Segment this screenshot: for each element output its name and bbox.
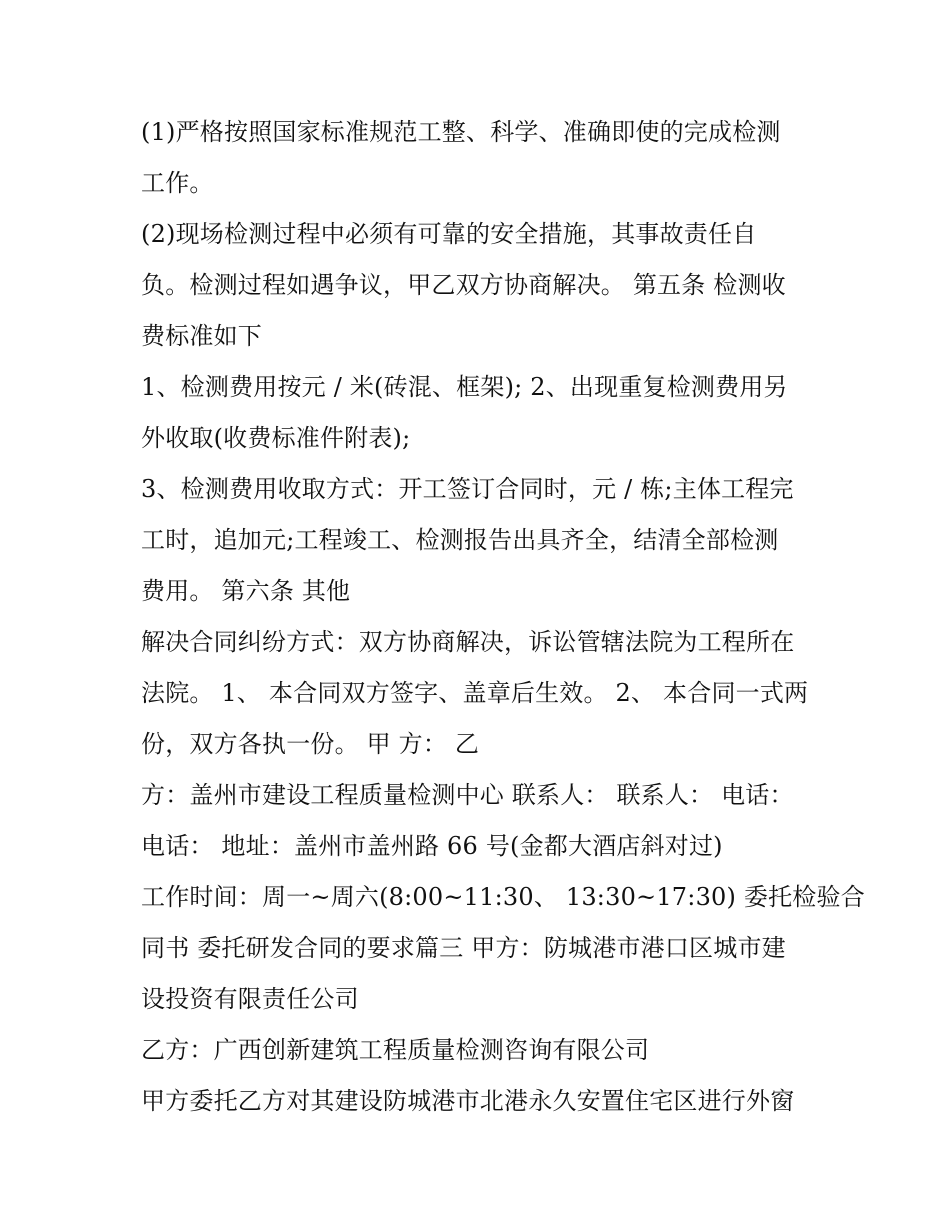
text-line: (1)严格按照国家标准规范工整、科学、准确即使的完成检测 xyxy=(141,118,781,146)
text-line: 工作时间：周一~周六(8:00~11:30、 13:30~17:30) 委托检验合 xyxy=(141,883,865,911)
text-line: 乙方：广西创新建筑工程质量检测咨询有限公司 xyxy=(141,1036,650,1064)
text-line: 外收取(收费标准件附表); xyxy=(141,424,411,452)
text-line: (2)现场检测过程中必须有可靠的安全措施，其事故责任自 xyxy=(141,220,757,248)
text-line: 甲方委托乙方对其建设防城港市北港永久安置住宅区进行外窗 xyxy=(141,1087,795,1115)
text-line: 电话： 地址：盖州市盖州路 66 号(金都大酒店斜对过) xyxy=(141,832,723,860)
text-line: 份，双方各执一份。 甲 方： 乙 xyxy=(141,730,480,758)
text-line: 费用。 第六条 其他 xyxy=(141,577,351,605)
text-line: 同书 委托研发合同的要求篇三 甲方：防城港市港口区城市建 xyxy=(141,934,786,962)
document-body xyxy=(141,107,865,1127)
text-line: 解决合同纠纷方式：双方协商解决，诉讼管辖法院为工程所在 xyxy=(141,628,795,656)
text-line: 1、检测费用按元 / 米(砖混、框架); 2、出现重复检测费用另 xyxy=(141,373,788,401)
text-line: 工作。 xyxy=(141,169,214,197)
text-line: 设投资有限责任公司 xyxy=(141,985,359,1013)
text-line: 3、检测费用收取方式：开工签订合同时，元 / 栋;主体工程完 xyxy=(141,475,794,503)
text-line: 负。检测过程如遇争议，甲乙双方协商解决。 第五条 检测收 xyxy=(141,271,786,299)
text-line: 法院。 1、 本合同双方签字、盖章后生效。 2、 本合同一式两 xyxy=(141,679,809,707)
text-line: 方：盖州市建设工程质量检测中心 联系人： 联系人： 电话： xyxy=(141,781,794,809)
text-line: 费标准如下 xyxy=(141,322,262,350)
text-line: 工时，追加元;工程竣工、检测报告出具齐全，结清全部检测 xyxy=(141,526,779,554)
